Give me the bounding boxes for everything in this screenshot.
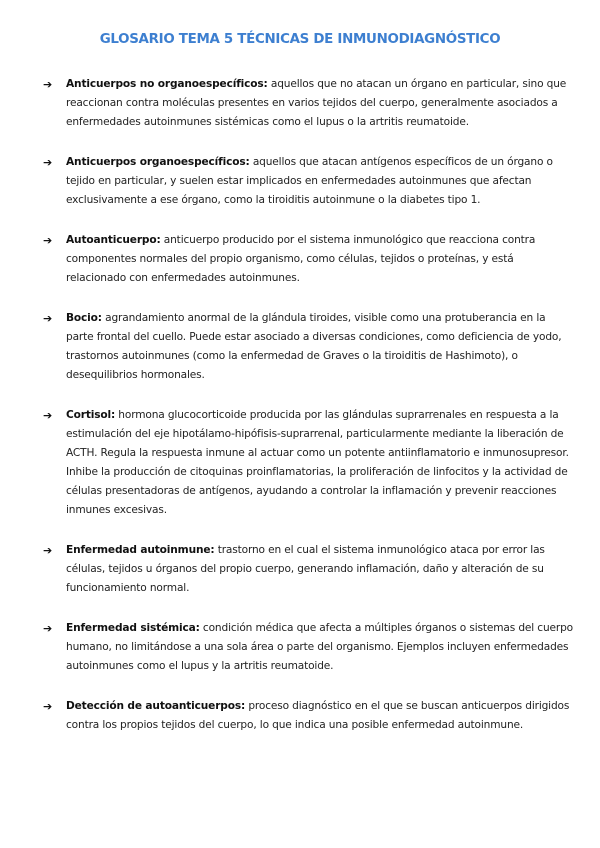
glossary-entry bbox=[0, 231, 600, 288]
arrow-right-icon: ➔ bbox=[43, 622, 53, 635]
glossary-term: Enfermedad autoinmune: bbox=[66, 544, 215, 556]
glossary-definition: aquellos que no atacan un órgano en particular, sino que reaccionan contra moléculas presentes en varios tejidos del cuerpo, generalmente asociados a enfermedades autoinmunes sistémicas como el lupus o la artritis reumatoide. bbox=[66, 78, 567, 128]
arrow-right-icon: ➔ bbox=[43, 156, 53, 169]
glossary-term: Bocio: bbox=[66, 312, 102, 324]
glossary-entry bbox=[0, 309, 600, 385]
glossary-entry bbox=[0, 697, 600, 735]
arrow-right-icon: ➔ bbox=[43, 700, 53, 713]
glossary-term: Enfermedad sistémica: bbox=[66, 622, 200, 634]
glossary-list bbox=[0, 75, 600, 735]
arrow-right-icon: ➔ bbox=[43, 312, 53, 325]
glossary-term: Autoanticuerpo: bbox=[66, 234, 161, 246]
glossary-definition: agrandamiento anormal de la glándula tiroides, visible como una protuberancia en la parte frontal del cuello. Puede estar asociado a diversas condiciones, como deficiencia de yodo, trastornos autoinmunes (como la enfermedad de Graves o la tiroiditis de Hashimoto), o desequilibrios hormonales. bbox=[66, 312, 562, 381]
glossary-entry bbox=[0, 619, 600, 676]
glossary-definition: anticuerpo producido por el sistema inmunológico que reacciona contra componentes normales del propio organismo, como células, tejidos o proteínas, y está relacionado con enfermedades autoinmunes. bbox=[66, 234, 536, 284]
glossary-definition: trastorno en el cual el sistema inmunológico ataca por error las células, tejidos u órganos del propio cuerpo, generando inflamación, daño y alteración de su funcionamiento normal. bbox=[66, 544, 545, 594]
glossary-term: Cortisol: bbox=[66, 409, 116, 421]
arrow-right-icon: ➔ bbox=[43, 78, 53, 91]
arrow-right-icon: ➔ bbox=[43, 544, 53, 557]
arrow-right-icon: ➔ bbox=[43, 409, 53, 422]
glossary-term: Anticuerpos no organoespecíficos: bbox=[66, 78, 268, 90]
arrow-right-icon: ➔ bbox=[43, 234, 53, 247]
page-title: GLOSARIO TEMA 5 TÉCNICAS DE INMUNODIAGNÓSTICO bbox=[99, 32, 501, 47]
glossary-entry bbox=[0, 153, 600, 210]
glossary-definition: proceso diagnóstico en el que se buscan anticuerpos dirigidos contra los propios tejidos del cuerpo, lo que indica una posible enfermedad autoinmune. bbox=[66, 700, 570, 731]
glossary-term: Anticuerpos organoespecíficos: bbox=[66, 156, 250, 168]
glossary-definition: condición médica que afecta a múltiples órganos o sistemas del cuerpo humano, no limitándose a una sola área o parte del organismo. Ejemplos incluyen enfermedades autoinmunes como el lupus y la artritis reumatoide. bbox=[66, 622, 574, 672]
glossary-entry bbox=[0, 541, 600, 598]
glossary-term: Detección de autoanticuerpos: bbox=[66, 700, 246, 712]
glossary-entry bbox=[0, 406, 600, 520]
glossary-definition: hormona glucocorticoide producida por las glándulas suprarrenales en respuesta a la estimulación del eje hipotálamo-hipófisis-suprarrenal, particularmente mediante la liberación de ACTH. Regula la respuesta inmune al actuar como un potente antiinflamatorio e inmunosupresor. Inhibe la producción de citoquinas proinflamatorias, la proliferación de linfocitos y la actividad de células presentadoras de antígenos, ayudando a controlar la inflamación y prevenir reacciones inmunes excesivas. bbox=[66, 409, 569, 516]
glossary-definition: aquellos que atacan antígenos específicos de un órgano o tejido en particular, y suelen estar implicados en enfermedades autoinmunes que afectan exclusivamente a ese órgano, como la tiroiditis autoinmune o la diabetes tipo 1. bbox=[66, 156, 553, 206]
glossary-entry bbox=[0, 75, 600, 132]
